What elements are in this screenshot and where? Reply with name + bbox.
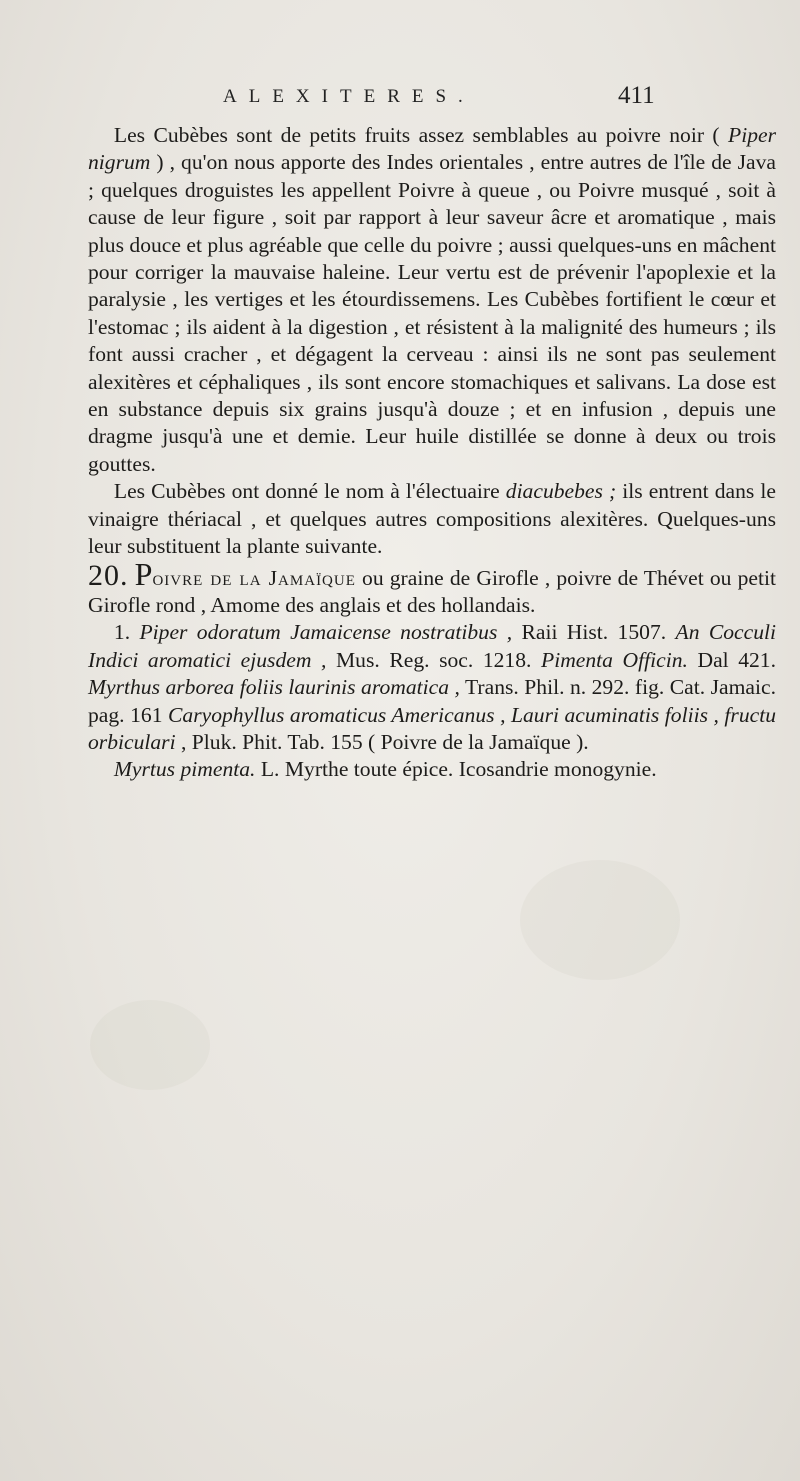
running-head: ALEXITERES. — [223, 86, 475, 107]
synonym-list — [88, 619, 776, 756]
reference-text: Raii Hist. 1507. — [512, 620, 676, 645]
reference-text: Dal 421. — [687, 647, 777, 672]
latin-name: Piper odoratum Jamaicense nostratibus , — [139, 620, 513, 645]
paper-stain — [90, 1000, 210, 1090]
page-header — [0, 80, 800, 120]
paragraph-cubebes — [88, 122, 776, 478]
reference-text: Mus. Reg. soc. 1218. — [326, 647, 541, 672]
section-heading — [88, 555, 776, 620]
section-number: 20. — [88, 558, 129, 592]
latin-name: Piper nigrum — [88, 123, 776, 175]
page-number: 411 — [618, 82, 655, 109]
synonym-number: 1. — [113, 620, 140, 645]
latin-name: An Cocculi Indici aromatici ejusdem , — [88, 620, 776, 672]
reference-text: , Pluk. Phit. Tab. 155 ( Poivre de la Jamaïque ). — [175, 729, 589, 754]
latin-name: Caryophyllus aromaticus Americanus , Lauri acuminatis foliis , fructu orbiculari — [88, 702, 777, 754]
section-subtitle: ou graine de Girofle , poivre de Thévet ou petit Girofle rond , Amome des anglais et des hollandais. — [88, 565, 776, 617]
linnaean-name — [88, 756, 776, 783]
paper-stain — [520, 860, 680, 980]
section-title: oivre de la Jamaïque — [152, 565, 356, 590]
page-body — [88, 122, 776, 784]
paragraph-text: ils entrent dans le vinaigre thériacal , et quelques autres compositions alexitères. Quelques-uns leur substituent la plante suivante. — [88, 479, 776, 559]
paragraph-text: Les Cubèbes ont donné le nom à l'électuaire — [113, 479, 506, 504]
reference-text: L. Myrthe toute épice. Icosandrie monogynie. — [255, 757, 657, 782]
latin-name: diacubebes ; — [505, 479, 617, 504]
paragraph-text: Les Cubèbes sont de petits fruits assez semblables au poivre noir ( — [113, 123, 729, 147]
paragraph-electuaire — [88, 478, 776, 560]
latin-name: Myrthus arborea foliis laurinis aromatica , — [88, 675, 460, 700]
section-title-initial: P — [134, 555, 153, 592]
paragraph-text: ) , qu'on nous apporte des Indes orientales , entre autres de l'île de Java ; quelques droguistes les appellent Poivre à queue , ou Poivre musqué , soit à cause de leur figure , soit par rapport à leur saveur âcre et aromatique , mais plus douce et plus agréable que celle du poivre ; aussi quelques-uns en mâchent pour corriger la mauvaise haleine. Leur vertu est de prévenir l'apoplexie et la paralysie , les vertiges et les étourdissemens. Les Cubèbes fortifient le cœur et l'estomac ; ils aident à la digestion , et résistent à la malignité des humeurs ; ils font aussi cracher , et dégagent la cerveau : ainsi ils ne sont pas seulement alexitères et céphaliques , ils sont encore stomachiques et salivans. La dose est en substance depuis six grains jusqu'à douze ; et en infusion , depuis une dragme jusqu'à une et demie. Leur huile distillée se donne à deux ou trois gouttes. — [88, 150, 776, 476]
latin-name: Pimenta Officin. — [541, 647, 688, 672]
latin-name: Myrtus pimenta. — [113, 757, 256, 782]
reference-text: Trans. Phil. n. 292. fig. Cat. Jamaic. pag. 161 — [88, 675, 776, 727]
